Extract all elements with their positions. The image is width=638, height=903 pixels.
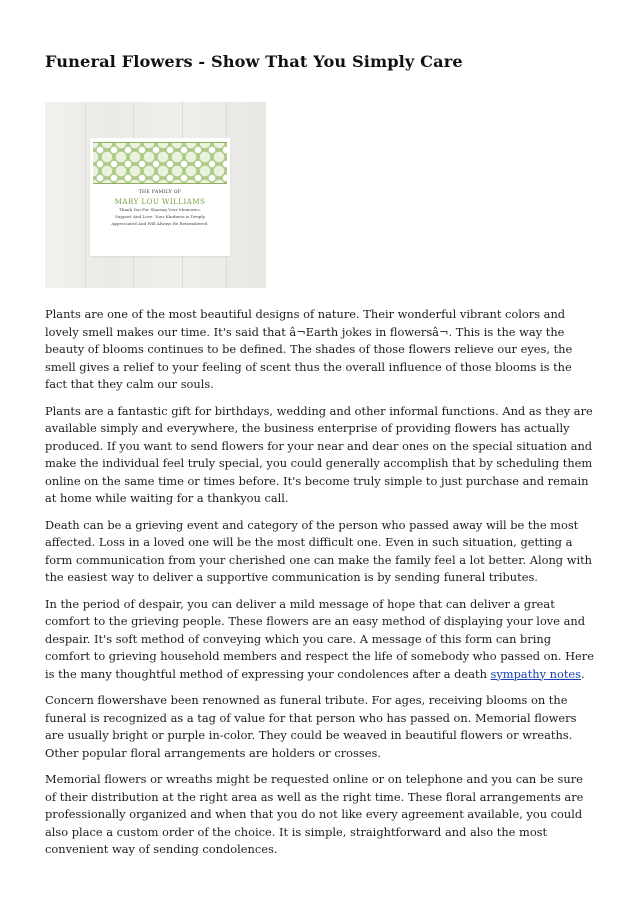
damask-pattern-band <box>93 143 227 183</box>
card-message-line: Appreciated And Will Always Be Remembered. <box>111 220 209 226</box>
paragraph: Concern flowershave been renowned as funeral tribute. For ages, receiving blooms on the funeral is recognized as a tag of value for that person who has passed on. Memorial flowers are usually bright or purple in-color. They could be weaved in beautiful flowers or wreaths. Other popular floral arrangements are holders or crosses. <box>45 693 577 760</box>
paragraph-text: . <box>581 666 585 681</box>
paragraph <box>45 596 595 684</box>
paragraph: Death can be a grieving event and category of the person who passed away will be the most affected. Loss in a loved one will be the most difficult one. Even in such situation, getting a form communication from your cherished one can make the family feel a lot better. Along with the easiest way to deliver a supportive communication is by sending funeral tributes. <box>45 517 592 584</box>
card-message-line: Support And Love. Your Kindness is Deeply <box>114 213 206 219</box>
paragraph: Plants are a fantastic gift for birthdays, wedding and other informal functions. And as they are available simply and everywhere, the business enterprise of providing flowers has actually produced. If you want to send flowers for your near and dear ones on the special situation and make the individual feel truly special, you could generally accomplish that by scheduling them online on the same time or times before. It's become truly simple to just purchase and remain at home while waiting for a thankyou call. <box>45 403 593 505</box>
thank-you-card-image <box>45 102 266 288</box>
card-message-line: Thank You For Sharing Your Memories, <box>119 207 201 212</box>
card-family-label: THE FAMILY OF <box>138 190 182 195</box>
page-title: Funeral Flowers - Show That You Simply Care <box>45 52 463 71</box>
paragraph: Plants are one of the most beautiful designs of nature. Their wonderful vibrant colors and lovely smell makes our time. It's said that â¬Earth jokes in flowersâ¬. This is the way the beauty of blooms continues to be defined. The shades of those flowers relieve our eyes, the smell gives a relief to your feeling of scent thus the overall influence of those blooms is the fact that they calm our souls. <box>45 307 573 391</box>
paragraph: Memorial flowers or wreaths might be requested online or on telephone and you can be sure of their distribution at the right area as well as the right time. These floral arrangements are professionally organized and when that you do not like every agreement available, you could also place a custom order of the choice. It is simple, straightforward and also the most convenient way of sending condolences. <box>45 772 584 856</box>
paragraph-text: In the period of despair, you can deliver a mild message of hope that can deliver a great comfort to the grieving people. These flowers are an easy method of displaying your love and despair. It's soft method of conveying which you care. A message of this form can bring comfort to grieving household members and respect the life of somebody who passed on. Here is the many thoughtful method of expressing your condolences after a death <box>45 596 594 681</box>
card-family-name: MARY LOU WILLIAMS <box>114 197 206 206</box>
article-body <box>45 306 595 868</box>
thank-you-card <box>90 138 230 256</box>
sympathy-notes-link[interactable]: sympathy notes <box>490 666 582 681</box>
